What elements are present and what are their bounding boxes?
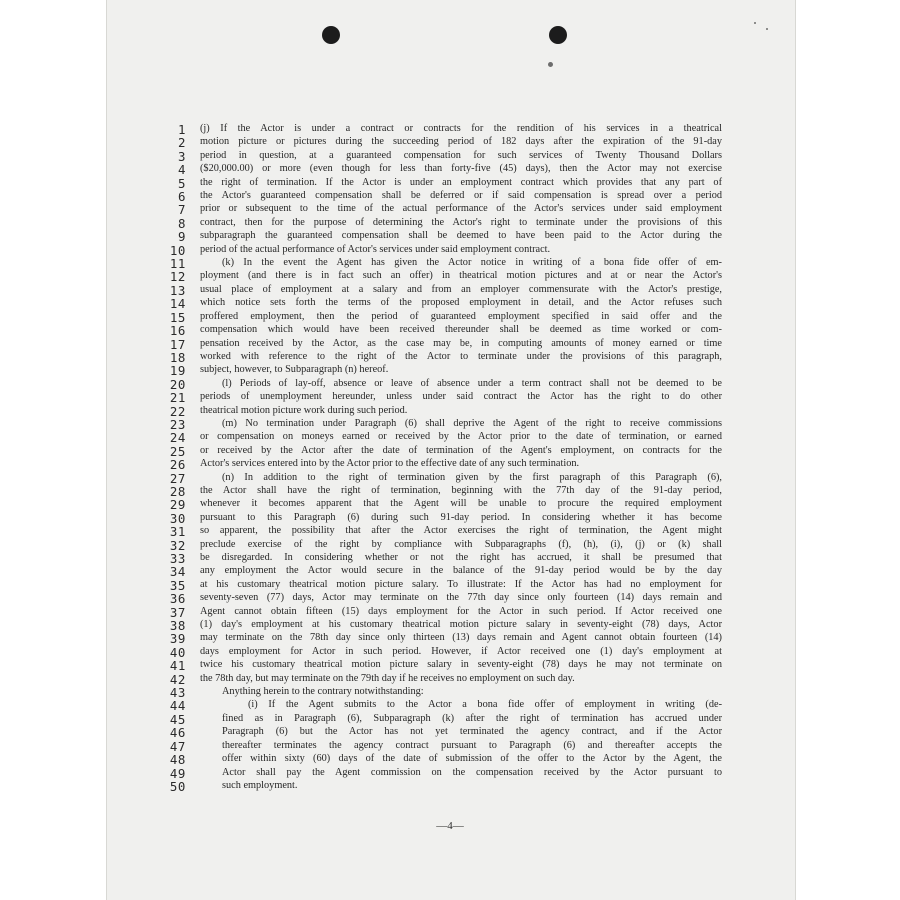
line-number: 1 [177, 122, 186, 137]
line-number: 31 [169, 524, 186, 540]
line-number: 21 [169, 390, 186, 406]
text-line: whenever it becomes apparent that the Agent will be unable to procure the required employment [200, 498, 722, 510]
text-line: twice his customary theatrical motion picture salary in seventy-eight (78) days he may not terminate on [200, 659, 722, 671]
line-number: 23 [169, 416, 186, 432]
line-number: 45 [169, 711, 186, 727]
line-number: 33 [169, 551, 186, 566]
text-line: contract, then for the purpose of determining the Actor's right to terminate under the provisions of this [200, 216, 722, 228]
text-line: the Actor shall have the right of termination, beginning with the 77th day of the 91-day period, [200, 484, 722, 496]
line-number: 37 [169, 604, 186, 620]
paper-speck [766, 28, 768, 30]
line-number: 4 [177, 162, 186, 178]
line-number: 26 [169, 457, 186, 473]
line-number: 44 [169, 698, 186, 714]
line-number: 7 [177, 202, 186, 218]
paper-speck [548, 62, 553, 67]
line-number: 40 [169, 644, 186, 660]
line-number: 12 [169, 269, 186, 285]
text-line: any employment the Actor would secure in the balance of the 91-day period would be by the day [200, 565, 722, 577]
page-number: —4— [436, 820, 464, 832]
line-number: 42 [169, 671, 186, 687]
text-line: subparagraph the guaranteed compensation shall be deemed to have been paid to the Actor during the [200, 230, 722, 242]
scan-background [0, 0, 106, 900]
text-line: (n) In addition to the right of termination given by the first paragraph of this Paragraph (6), [222, 471, 722, 483]
text-line: subject, however, to Subparagraph (n) hereof. [200, 364, 389, 376]
text-line: at his customary theatrical motion picture salary. To illustrate: If the Actor has had no employment for [200, 578, 722, 590]
text-line: prior or subsequent to the time of the actual performance of the Actor's services under said employment [200, 203, 722, 215]
text-line: fined as in Paragraph (6), Subparagraph (k) after the right of termination has accrued under [222, 712, 722, 724]
text-line: theatrical motion picture work during such period. [200, 404, 408, 416]
text-line: offer within sixty (60) days of the date of submission of the offer to the Actor by the Agent, the [222, 753, 722, 765]
line-number: 24 [169, 430, 186, 446]
text-line: which notice sets forth the terms of the proposed employment in detail, and the Actor refuses such [200, 297, 722, 309]
line-number: 32 [169, 537, 186, 553]
document-body-text [200, 122, 722, 792]
text-line: worked with reference to the right of the Actor to terminate under the provisions of this paragraph, [200, 350, 722, 362]
text-line: (i) If the Agent submits to the Actor a bona fide offer of employment in writing (de- [248, 699, 722, 711]
text-line: ployment (and there is in fact such an offer) in theatrical motion pictures and at or near the Actor's [200, 270, 722, 282]
line-number: 5 [177, 175, 186, 191]
text-line: such employment. [222, 779, 298, 791]
line-number: 11 [169, 256, 186, 272]
line-number: 6 [177, 189, 186, 205]
text-line: pensation received by the Actor, as the case may be, in computing amounts of money earned or time [200, 337, 722, 349]
text-line: preclude exercise of the right by compliance with Subparagraphs (f), (h), (i), (j) or (k) shall [200, 538, 722, 550]
line-number: 25 [169, 443, 186, 459]
line-number: 39 [169, 631, 186, 647]
text-line: pursuant to this Paragraph (6) during such 91-day period. In considering whether it has become [200, 511, 722, 523]
line-number: 41 [169, 658, 186, 674]
text-line: ($20,000.00) or more (even though for less than forty-five (45) days), then the Actor may not exercise [200, 163, 722, 175]
line-number: 46 [169, 725, 186, 741]
text-line: seventy-seven (77) days, Actor may terminate on the 77th day since only fourteen (14) days remain and [200, 592, 722, 604]
line-number: 2 [177, 135, 186, 151]
text-line: period of the actual performance of Actor's services under said employment contract. [200, 243, 551, 255]
punch-hole-right [549, 26, 567, 44]
text-line: Agent cannot obtain fifteen (15) days employment for the Actor in such period. If Actor received one [200, 605, 722, 617]
text-line: or compensation on moneys earned or received by the Actor prior to the date of termination, or earned [200, 431, 722, 443]
text-line: (l) Periods of lay-off, absence or leave of absence under a term contract shall not be deemed to be [222, 377, 722, 389]
line-number: 9 [177, 229, 186, 245]
text-line: the 78th day, but may terminate on the 79th day if he receives no employment on such day. [200, 672, 575, 684]
text-line: proffered employment, then the period of guaranteed employment specified in said offer and the [200, 310, 722, 322]
paper-speck [754, 22, 756, 24]
text-line: Actor's services entered into by the Actor prior to the effective date of any such termination. [200, 458, 580, 470]
line-number: 47 [169, 738, 186, 754]
line-number: 49 [169, 765, 186, 781]
line-number-column [146, 123, 186, 793]
text-line: thereafter terminates the agency contract pursuant to Paragraph (6) and thereafter accepts the [222, 739, 722, 751]
text-line: the Actor's guaranteed compensation shall be deferred or if said compensation is spread over a period [200, 190, 722, 202]
text-line: days employment for Actor in such period. However, if Actor received one (1) day's employment at [200, 645, 722, 657]
line-number: 48 [169, 752, 186, 768]
line-number: 29 [169, 497, 186, 513]
text-line: (m) No termination under Paragraph (6) shall deprive the Agent of the right to receive commissions [222, 417, 722, 429]
text-line: usual place of employment at a salary and from an employer commensurate with the Actor's prestige, [200, 283, 722, 295]
line-number: 22 [169, 403, 186, 419]
text-line: (1) day's employment at his customary theatrical motion picture salary in seventy-eight (78) days, Actor [200, 619, 722, 631]
line-number: 30 [169, 510, 186, 526]
text-line: period in question, at a guaranteed compensation for such services of Twenty Thousand Dollars [200, 149, 722, 161]
line-number: 34 [169, 564, 186, 580]
line-number: 19 [169, 363, 186, 379]
line-number: 10 [169, 242, 186, 258]
text-line: periods of unemployment hereunder, unless under said contract the Actor has the right to do other [200, 391, 722, 403]
line-number: 20 [169, 376, 186, 392]
text-line: motion picture or pictures during the succeeding period of 182 days after the expiration of the 91-day [200, 136, 722, 148]
line-number: 17 [169, 336, 186, 352]
line-number: 8 [177, 215, 186, 231]
line-number: 50 [169, 778, 186, 794]
text-line: compensation which would have been received thereunder shall be deemed as time worked or com- [200, 324, 722, 336]
text-line: Actor shall pay the Agent commission on the compensation received by the Actor pursuant to [222, 766, 722, 778]
line-number: 15 [169, 309, 186, 325]
line-number: 13 [169, 282, 186, 298]
text-line: Anything herein to the contrary notwithstanding: [222, 686, 424, 698]
text-line: the right of termination. If the Actor is under an employment contract which provides that any part of [200, 176, 722, 188]
text-line: (k) In the event the Agent has given the Actor notice in writing of a bona fide offer of em- [222, 257, 722, 269]
line-number: 35 [169, 577, 186, 593]
line-number: 27 [169, 470, 186, 486]
line-number: 3 [177, 148, 186, 164]
text-line: so apparent, the possibility that after the Actor exercises the right of termination, the Agent might [200, 525, 722, 537]
line-number: 16 [169, 323, 186, 339]
text-line: may terminate on the 78th day since only thirteen (13) days remain and Agent cannot obtain fourteen (14) [200, 632, 722, 644]
punch-hole-left [322, 26, 340, 44]
text-line: or received by the Actor after the date of termination of the Agent's employment, on contracts for the [200, 444, 722, 456]
line-number: 28 [169, 483, 186, 499]
line-number: 14 [169, 296, 186, 312]
text-line: (j) If the Actor is under a contract or contracts for the rendition of his services in a theatrical [200, 123, 722, 134]
line-number: 43 [169, 685, 186, 701]
line-number: 36 [169, 591, 186, 607]
text-line: be disregarded. In considering whether or not the right has accrued, it shall be presumed that [200, 552, 722, 563]
line-number: 18 [169, 349, 186, 365]
line-number: 38 [169, 618, 186, 634]
text-line: Paragraph (6) but the Actor has not yet terminated the agency contract, and if the Actor [222, 726, 722, 738]
